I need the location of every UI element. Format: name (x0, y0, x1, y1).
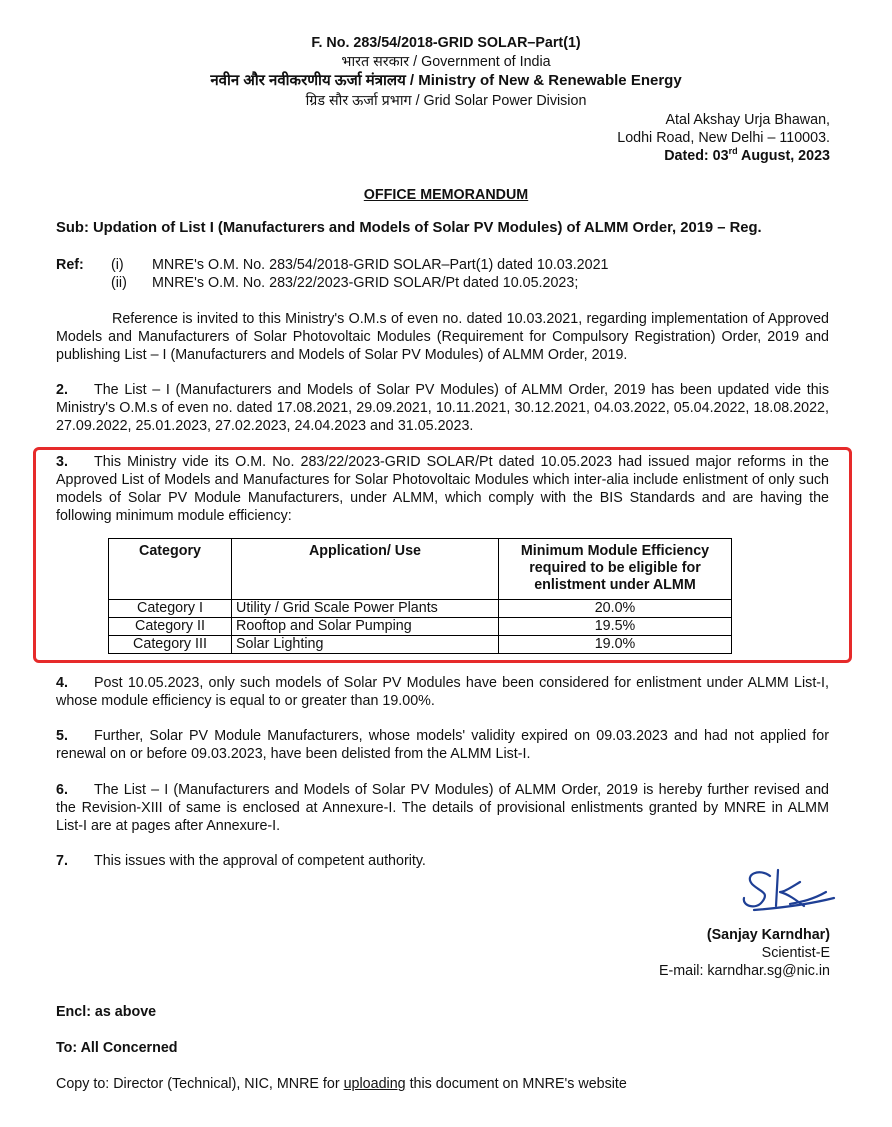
paragraph-1: Reference is invited to this Ministry's O.M.s of even no. dated 10.03.2021, regarding implementation of Approved Models and Manufacturers of Solar Photovoltaic Modules (Requirement for Compulsory Registration) Order, 2019 and publishing List – I (Manufacturers and Models of Solar PV Modules) of ALMM Order, 2019. (56, 311, 829, 363)
ref-label: Ref: (56, 257, 84, 273)
signature-image (730, 862, 840, 920)
memo-subject: Sub: Updation of List I (Manufacturers and Models of Solar PV Modules) of ALMM Order, 2019 – Reg. (56, 220, 762, 236)
paragraph-2: 2. The List – I (Manufacturers and Models of Solar PV Modules) of ALMM Order, 2019 has been updated vide this Ministry's O.M.s of even no. dated 17.08.2021, 29.09.2021, 10.11.2021, 30.12.2021, 04.03.2022, 05.04.2022, 18.08.2022, 27.09.2022, 25.01.2023, 27.02.2023, 24.04.2023 and 31.05.2023. (56, 382, 829, 434)
ref-2-num: (ii) (111, 275, 127, 291)
paragraph-6: 6. The List – I (Manufacturers and Models of Solar PV Modules) of ALMM Order, 2019 is hereby further revised and the Revision-XIII of same is enclosed at Annexure-I. The details of provisional enlistments granted by MNRE in ALMM List-I are at pages after Annexure-I. (56, 782, 829, 834)
enclosure-line: Encl: as above (56, 1004, 157, 1020)
paragraph-7: 7. This issues with the approval of competent authority. (56, 853, 426, 869)
cell-category: Category I (109, 600, 232, 618)
paragraph-4: 4. Post 10.05.2023, only such models of Solar PV Modules have been considered for enlistment under ALMM List-I, whose module efficiency is equal to or greater than 19.00%. (56, 675, 829, 709)
division-line: ग्रिड सौर ऊर्जा प्रभाग / Grid Solar Power Division (305, 93, 587, 109)
paragraph-5: 5. Further, Solar PV Module Manufacturers, whose models' validity expired on 09.03.2023 and had not applied for renewal on or before 09.03.2023, have been delisted from the ALMM List-I. (56, 728, 829, 762)
cell-efficiency: 20.0% (499, 600, 732, 618)
cell-efficiency: 19.0% (499, 636, 732, 654)
table-header-row (109, 539, 732, 600)
ref-1-num: (i) (111, 257, 124, 273)
memo-title: OFFICE MEMORANDUM (363, 187, 529, 203)
cell-category: Category II (109, 618, 232, 636)
dated-line: Dated: 03rd August, 2023 (664, 146, 830, 164)
signatory-designation: Scientist-E (761, 945, 830, 961)
file-number: F. No. 283/54/2018-GRID SOLAR–Part(1) (311, 35, 581, 51)
header-category: Category (109, 539, 232, 600)
efficiency-table (108, 538, 732, 654)
address-line-1: Atal Akshay Urja Bhawan, (665, 112, 830, 128)
ref-2-text: MNRE's O.M. No. 283/22/2023-GRID SOLAR/Pt dated 10.05.2023; (152, 275, 579, 291)
table-row (109, 636, 732, 654)
cell-application: Solar Lighting (232, 636, 499, 654)
signatory-email: E-mail: karndhar.sg@nic.in (658, 963, 830, 979)
to-line: To: All Concerned (56, 1040, 178, 1056)
table-row (109, 600, 732, 618)
cell-application: Rooftop and Solar Pumping (232, 618, 499, 636)
copy-to-line: Copy to: Director (Technical), NIC, MNRE for uploading this document on MNRE's website (56, 1076, 627, 1092)
header-efficiency: Minimum Module Efficiency required to be eligible for enlistment under ALMM (499, 539, 732, 600)
table-row (109, 618, 732, 636)
ministry-line: नवीन और नवीकरणीय ऊर्जा मंत्रालय / Ministry of New & Renewable Energy (210, 72, 682, 89)
cell-efficiency: 19.5% (499, 618, 732, 636)
signatory-name: (Sanjay Karndhar) (706, 927, 830, 943)
cell-category: Category III (109, 636, 232, 654)
paragraph-3: 3. This Ministry vide its O.M. No. 283/22/2023-GRID SOLAR/Pt dated 10.05.2023 had issued major reforms in the Approved List of Models and Manufactures for Solar Photovoltaic Modules which inter-alia include enlistment of only such models of Solar PV Module Manufacturers, under ALMM, which comply with the BIS Standards and are having the following minimum module efficiency: (56, 454, 829, 524)
ref-1-text: MNRE's O.M. No. 283/54/2018-GRID SOLAR–Part(1) dated 10.03.2021 (152, 257, 609, 273)
address-line-2: Lodhi Road, New Delhi – 110003. (617, 130, 830, 146)
header-application: Application/ Use (232, 539, 499, 600)
cell-application: Utility / Grid Scale Power Plants (232, 600, 499, 618)
government-line: भारत सरकार / Government of India (341, 54, 551, 70)
